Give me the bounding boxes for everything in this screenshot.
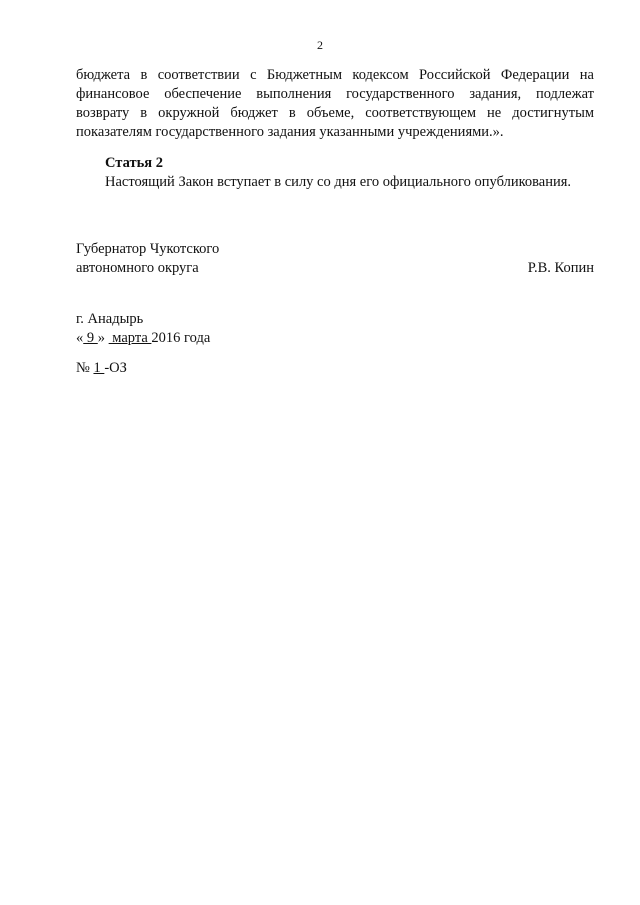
page-number: 2 [317,38,323,52]
law-number [76,359,127,378]
law-number-value: 1 [93,360,105,376]
paragraph-line: финансовое обеспечение выполнения государственного задания, подлежат [76,86,594,102]
paragraph-line: показателям государственного задания указанными учреждениями.». [76,124,504,140]
law-number-prefix: № [76,360,94,376]
city: г. Анадырь [76,311,144,327]
signer-title-line2: автономного округа [76,260,199,276]
date-open-quote: « [76,330,84,346]
signer-title-line1: Губернатор Чукотского [76,241,220,257]
date-year: 2016 года [151,330,211,346]
signing-date [76,329,210,348]
date-month: марта [108,330,152,346]
date-day: 9 [83,330,98,346]
signature-block [76,240,594,278]
paragraph-line: возврату в окружной бюджет в объеме, соответствующем не достигнутым [76,105,594,121]
date-close-quote: » [97,330,105,346]
body-paragraph [76,66,594,142]
article-2 [105,154,571,192]
article-heading: Статья 2 [105,155,163,171]
article-text: Настоящий Закон вступает в силу со дня его официального опубликования. [105,174,572,190]
law-number-suffix: -ОЗ [104,360,127,376]
signer-name: Р.В. Копин [527,260,594,276]
place-date-block [76,310,210,348]
paragraph-line: бюджета в соответствии с Бюджетным кодексом Российской Федерации на [76,67,594,83]
